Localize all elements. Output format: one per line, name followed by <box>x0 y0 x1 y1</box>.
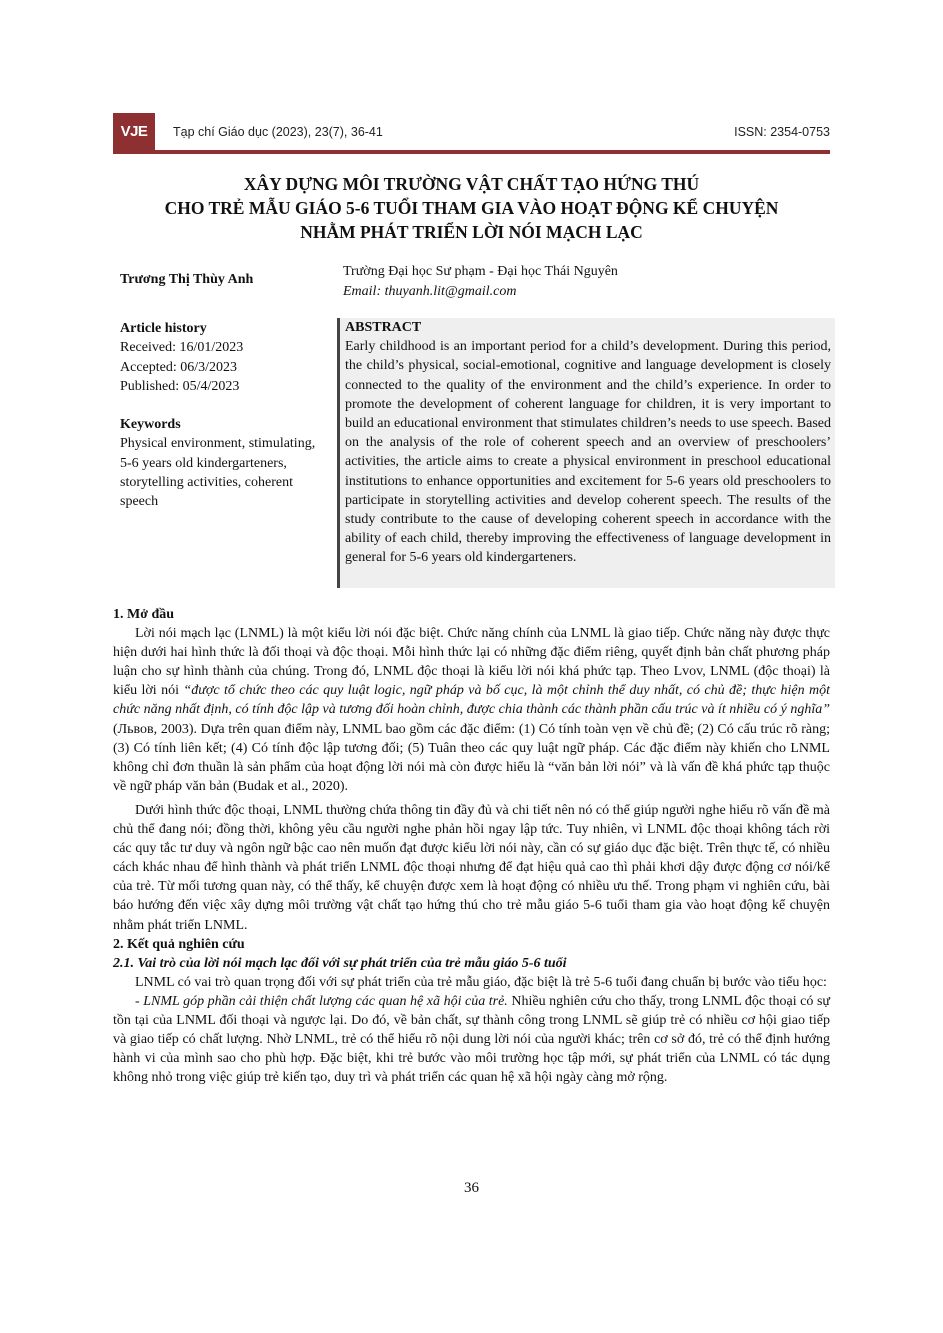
keywords-text: Physical environment, stimulating, 5-6 years old kindergarteners, storytelling activities, coherent speech <box>120 436 316 510</box>
author-email: Email: thuyanh.lit@gmail.com <box>343 284 517 299</box>
author-affiliation: Trường Đại học Sư phạm - Đại học Thái Nguyên <box>343 264 618 279</box>
abstract-box <box>337 318 835 588</box>
journal-logo: VJE <box>113 113 155 150</box>
paragraph-text: Lời nói mạch lạc (LNML) là một kiểu lời nói đặc biệt. Chức năng chính của LNML là giao tiếp. Chức năng này được thực hiện dưới hai hình thức là đối thoại và độc thoại. Mỗi hình thức lại có những đặc điểm riêng, quyết định bản chất phương pháp luận cho sự hình thành của chúng. Trong đó, LNML độc thoại là kiểu lời nói khá phức tạp. Theo Lvov, LNML (độc thoại) là kiểu lời nói <box>113 626 830 699</box>
title-line: XÂY DỰNG MÔI TRƯỜNG VẬT CHẤT TẠO HỨNG THÚ <box>243 174 700 194</box>
received-date: Received: 16/01/2023 <box>120 340 244 356</box>
abstract-heading: ABSTRACT <box>345 320 422 335</box>
paragraph: LNML có vai trò quan trọng đối với sự phát triển của trẻ mẫu giáo, đặc biệt là trẻ 5-6 tuổi đang chuẩn bị bước vào tiểu học: <box>135 974 827 990</box>
article-body <box>113 605 830 1087</box>
journal-issn: ISSN: 2354-0753 <box>734 125 830 139</box>
author-name: Trương Thị Thùy Anh <box>120 272 254 287</box>
journal-header <box>113 113 830 154</box>
paragraph-text: (Львов, 2003). Dựa trên quan điểm này, LNML bao gồm các đặc điểm: (1) Có tính toàn vẹn về chủ đề; (2) Có cấu trúc rõ ràng; (3) Có tính liên kết; (4) Có tính độc lập tương đối; (5) Tuân theo các quy luật ngữ pháp. Các đặc điểm này khiến cho LNML không chỉ đơn thuần là sản phẩm của hoạt động lời nói mà còn được hiểu là “văn bản lời nói” và là vấn đề khá phức tạp thuộc về ngữ pháp văn bản (Budak et al., 2020). <box>113 721 830 794</box>
article-history-heading: Article history <box>120 321 207 336</box>
accepted-date: Accepted: 06/3/2023 <box>120 359 238 375</box>
paragraph <box>113 624 830 796</box>
paragraph: Dưới hình thức độc thoại, LNML thường chứa thông tin đầy đủ và chi tiết nên nó có thể giúp người nghe hiểu rõ vấn đề mà chủ thể đang nói; đồng thời, không yêu cầu người nghe phản hồi ngay lập tức. Tuy nhiên, vì LNML độc thoại không tách rời các quy tắc tư duy và ngôn ngữ bậc cao nên muốn đạt được kiểu lời nói này, cần có sự giáo dục đặc biệt. Trên thực tế, có nhiều cách khác nhau để hình thành và phát triển LNML độc thoại nhưng để đạt hiệu quả cao thì phải khơi dậy được động cơ nói/kể của trẻ. Từ mối tương quan này, có thể thấy, kể chuyện được xem là hoạt động có nhiều ưu thế. Trong phạm vi nghiên cứu, bài báo hướng đến việc xây dựng môi trường vật chất tạo hứng thú cho trẻ mẫu giáo 5-6 tuổi tham gia vào hoạt động kể chuyện nhằm phát triển LNML. <box>113 802 830 933</box>
section-heading: 2. Kết quả nghiên cứu <box>113 936 245 952</box>
subsection-heading: 2.1. Vai trò của lời nói mạch lạc đối với sự phát triển của trẻ mẫu giáo 5-6 tuổi <box>113 955 567 971</box>
paragraph-lead: - LNML góp phần cải thiện chất lượng các quan hệ xã hội của trẻ. <box>135 993 508 1009</box>
journal-citation: Tạp chí Giáo dục (2023), 23(7), 36-41 <box>173 125 383 139</box>
title-line: CHO TRẺ MẪU GIÁO 5-6 TUỔI THAM GIA VÀO HOẠT ĐỘNG KỂ CHUYỆN <box>164 198 779 218</box>
article-title <box>113 172 830 244</box>
article-info <box>120 319 320 512</box>
published-date: Published: 05/4/2023 <box>120 378 240 394</box>
paragraph-text: Nhiều nghiên cứu cho thấy, trong LNML độc thoại có sự tồn tại của LNML đối thoại và ngược lại. Do đó, về bản chất, sự thành công trong LNML sẽ giúp trẻ có nhiều cơ hội giao tiếp và giao tiếp có chất lượng. Nhờ LNML, trẻ có thể hiểu rõ nội dung lời nói của người khác; trên cơ sở đó, trẻ có thể định hướng hành vi của mình sao cho phù hợp. Đặc biệt, khi trẻ bước vào môi trường học tập mới, sự phát triển của LNML có tác dụng không nhỏ trong việc giúp trẻ kiến tạo, duy trì và phát triển các quan hệ xã hội ngày càng mở rộng. <box>113 993 830 1086</box>
keywords-heading: Keywords <box>120 417 181 433</box>
quote-text: “được tổ chức theo các quy luật logic, ngữ pháp và bố cục, là một chỉnh thể duy nhất, có chủ đề; thực hiện một chức năng nhất định, có tính độc lập và tương đối hoàn chỉnh, được chia thành các thành phần cấu trúc và ít nhiều có ý nghĩa” <box>113 683 830 718</box>
page-number: 36 <box>464 1180 479 1196</box>
abstract-text: Early childhood is an important period for a child’s development. During this period, the child’s physical, social-emotional, cognitive and language development is closely connected to the quality of the environment and the child’s experience. In order to promote the development of coherent language for children, it is very important to build an educational environment that stimulates children’s needs to use speech. Based on the analysis of the role of coherent speech and an overview of preschoolers’ activities, the article aims to create a physical environment in preschool educational institutions to enhance opportunities and excitement for 5-6 years old preschoolers to participate in storytelling activities and develop coherent speech. The results of the study contribute to the cause of developing coherent speech in accordance with the ability of each child, thereby improving the effectiveness of language development in general for 5-6 years old kindergarteners. <box>345 339 831 566</box>
title-line: NHẰM PHÁT TRIỂN LỜI NÓI MẠCH LẠC <box>300 222 643 242</box>
author-affiliation-block <box>343 262 618 302</box>
section-heading: 1. Mở đầu <box>113 607 175 622</box>
paragraph <box>113 992 830 1087</box>
